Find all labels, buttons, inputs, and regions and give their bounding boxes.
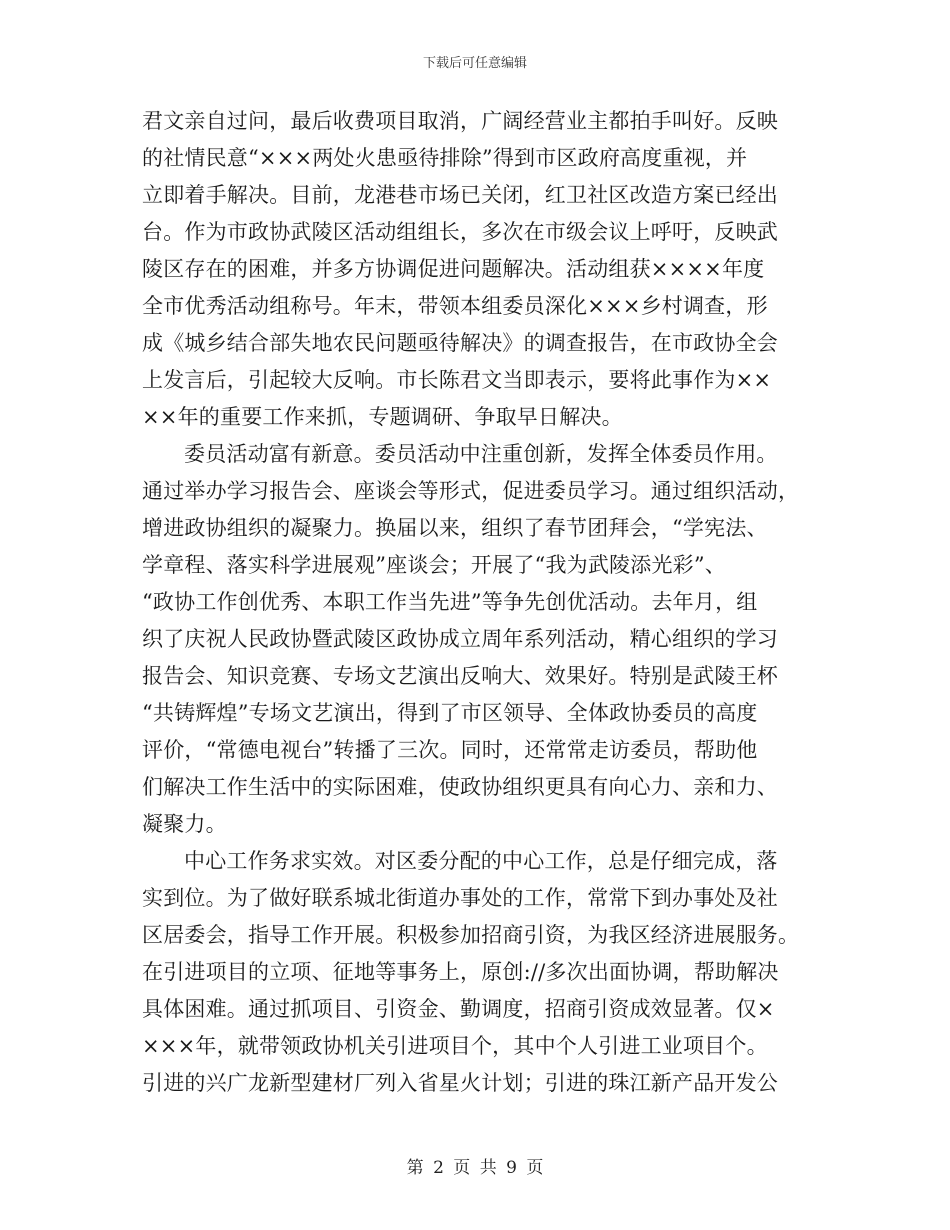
- text-line: “共铸辉煌”专场文艺演出，得到了市区领导、全体政协委员的高度: [142, 701, 758, 725]
- text-line: ×××年，就带领政协机关引进项目个，其中个人引进工业项目个。: [142, 1034, 768, 1058]
- text-line: 君文亲自过问，最后收费项目取消，广阔经营业主都拍手叫好。反映: [142, 109, 778, 133]
- text-line: 全市优秀活动组称号。年末，带领本组委员深化×××乡村调查，形: [142, 294, 768, 318]
- text-line: 织了庆祝人民政协暨武陵区政协成立周年系列活动，精心组织的学习: [142, 627, 778, 651]
- text-line: 的社情民意“×××两处火患亟待排除”得到市区政府高度重视，并: [142, 146, 748, 170]
- text-line: 引进的兴广龙新型建材厂列入省星火计划；引进的珠江新产品开发公: [142, 1071, 778, 1095]
- text-line: 们解决工作生活中的实际困难，使政协组织更具有向心力、亲和力、: [142, 775, 778, 799]
- document-body: [142, 103, 802, 1102]
- text-line: 增进政协组织的凝聚力。换届以来，组织了春节团拜会，“学宪法、: [142, 516, 768, 540]
- text-line: 上发言后，引起较大反响。市长陈君文当即表示，要将此事作为××: [142, 368, 772, 392]
- page-header: 下载后可任意编辑: [422, 56, 527, 71]
- paragraph-1: [142, 103, 802, 436]
- paragraph-2: [142, 436, 802, 843]
- text-line: “政协工作创优秀、本职工作当先进”等争先创优活动。去年月，组: [142, 590, 758, 614]
- text-line: 通过举办学习报告会、座谈会等形式，促进委员学习。通过组织活动，: [142, 479, 800, 503]
- text-line: 实到位。为了做好联系城北街道办事处的工作，常常下到办事处及社: [142, 886, 778, 910]
- text-line: 中心工作务求实效。对区委分配的中心工作，总是仔细完成，落: [184, 849, 778, 873]
- text-line: 凝聚力。: [142, 812, 227, 836]
- text-line: 在引进项目的立项、征地等事务上，原创://多次出面协调，帮助解决: [142, 960, 779, 984]
- text-line: 具体困难。通过抓项目、引资金、勤调度，招商引资成效显著。仅×: [142, 997, 775, 1021]
- text-line: 委员活动富有新意。委员活动中注重创新，发挥全体委员作用。: [184, 442, 778, 466]
- text-line: 学章程、落实科学进展观”座谈会；开展了“我为武陵添光彩”、: [142, 553, 727, 577]
- text-line: 台。作为市政协武陵区活动组组长，多次在市级会议上呼吁，反映武: [142, 220, 778, 244]
- page-number-footer: 第 2 页 共 9 页: [406, 1158, 544, 1178]
- text-line: 评价，“常德电视台”转播了三次。同时，还常常走访委员，帮助他: [142, 738, 758, 762]
- text-line: 区居委会，指导工作开展。积极参加招商引资，为我区经济进展服务。: [142, 923, 800, 947]
- text-line: 立即着手解决。目前，龙港巷市场已关闭，红卫社区改造方案已经出: [142, 183, 778, 207]
- text-line: ××年的重要工作来抓，专题调研、争取早日解决。: [142, 405, 623, 429]
- text-line: 成《城乡结合部失地农民问题亟待解决》的调查报告，在市政协全会: [142, 331, 778, 355]
- text-line: 陵区存在的困难，并多方协调促进问题解决。活动组获××××年度: [142, 257, 765, 281]
- text-line: 报告会、知识竞赛、专场文艺演出反响大、效果好。特别是武陵王杯: [142, 664, 778, 688]
- paragraph-3: [142, 843, 802, 1102]
